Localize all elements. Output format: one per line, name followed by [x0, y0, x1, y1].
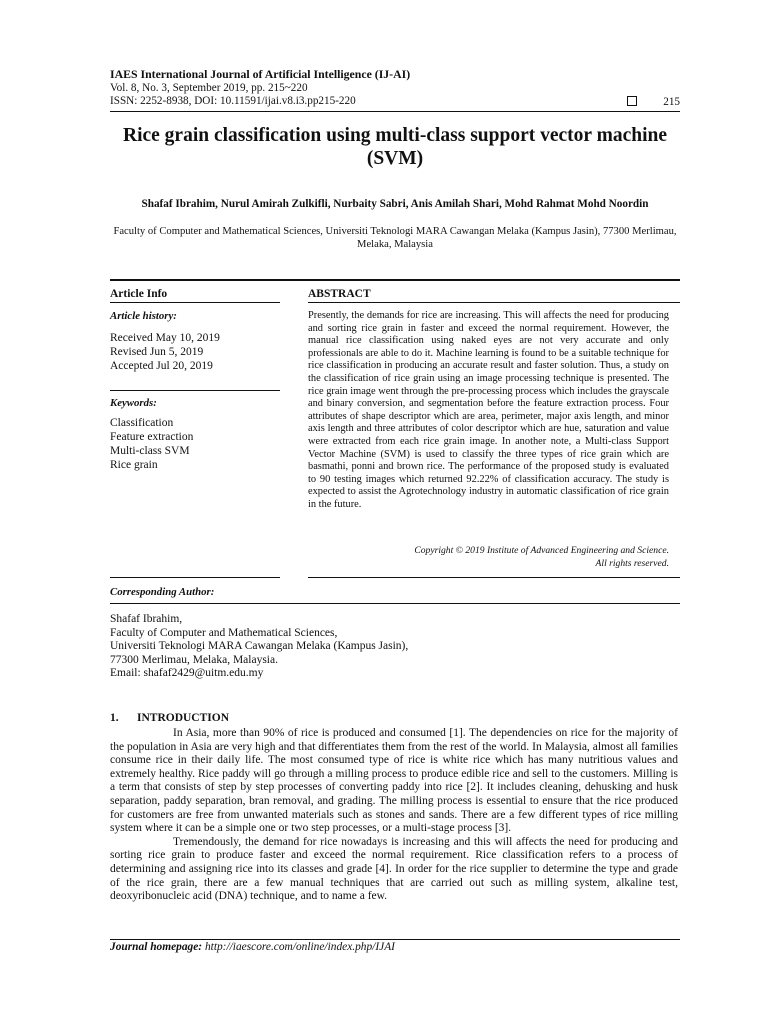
header-rule — [110, 111, 680, 112]
paragraph: In Asia, more than 90% of rice is produced and consumed [1]. The dependencies on rice for the majority of the population in Asia are very high and that differentiates them from the rest of the world. In Malaysia, almost all families consume rice in their daily life. The most consumed type of rice is white rice which has many nutritious values and extremely healthy. Rice paddy will go through a milling process to produce edible rice and sell to the customers. Milling is a term that consists of step by step processes of converting paddy into rice [2]. It includes cleaning, dehusking and husk separation, paddy separation, bran removal, and grading. The milling process is essential to ensure that the rice produced for customers are free from unwanted materials such as stones and sands. There are a few different types of rice milling system where it can be a simple one or two step processes, or a multi-stage process [3]. — [110, 727, 678, 835]
corresponding-email: Email: shafaf2429@uitm.edu.my — [110, 667, 264, 680]
abstract-heading: ABSTRACT — [308, 288, 371, 300]
abstract-rule — [308, 302, 680, 303]
keywords-rule — [110, 390, 280, 391]
paragraph: Tremendously, the demand for rice nowadays is increasing and this will affects the need for producing and sorting rice grain to produce faster and exceed the normal requirement. Rice classification refers to a process of determining and assigning rice into its classes and grade [4]. In order for the rice supplier to determine the type and grade of the rice grain, there are a few manual techniques that are carried out such as milling system, alkaline test, deoxyribonucleic acid (DNA) technique, and to name a few. — [110, 835, 678, 903]
article-info-heading: Article Info — [110, 288, 168, 300]
author-list: Shafaf Ibrahim, Nurul Amirah Zulkifli, Nurbaity Sabri, Anis Amilah Shari, Mohd Rahmat Mohd Noordin — [141, 198, 649, 210]
paper-title: Rice grain classification using multi-class support vector machine (SVM) — [123, 125, 667, 169]
author-affiliation: Faculty of Computer and Mathematical Sciences, Universiti Teknologi MARA Cawangan Melaka (Kampus Jasin), 77300 Merlimau, Melaka, Malaysia — [113, 226, 677, 250]
corresponding-faculty: Faculty of Computer and Mathematical Sciences, — [110, 626, 338, 639]
copyright-notice — [308, 545, 669, 570]
corresponding-author-details — [110, 613, 510, 681]
page-number: 215 — [663, 96, 680, 108]
article-history-label: Article history: — [110, 310, 177, 322]
journal-title: IAES International Journal of Artificial Intelligence (IJ-AI) — [110, 67, 411, 81]
journal-volume: Vol. 8, No. 3, September 2019, pp. 215~220 — [110, 81, 308, 94]
accepted-date: Accepted Jul 20, 2019 — [110, 360, 213, 372]
info-box-top-rule — [110, 279, 680, 281]
footer-rule — [110, 939, 680, 940]
journal-header — [110, 68, 680, 109]
article-history — [110, 331, 220, 373]
keyword-item: Classification — [110, 417, 174, 429]
homepage-label: Journal homepage — [110, 941, 199, 953]
keywords-label: Keywords: — [110, 397, 157, 409]
corresponding-university: Universiti Teknologi MARA Cawangan Melaka (Kampus Jasin), — [110, 640, 409, 653]
square-icon — [627, 96, 637, 106]
journal-issn: ISSN: 2252-8938, DOI: 10.11591/ijai.v8.i3.pp215-220 — [110, 95, 356, 108]
homepage-link[interactable]: http://iaescore.com/online/index.php/IJAI — [204, 941, 395, 953]
received-date: Received May 10, 2019 — [110, 332, 220, 344]
section-title: INTRODUCTION — [137, 712, 230, 724]
info-bottom-rule — [110, 577, 280, 578]
corresponding-address: 77300 Merlimau, Melaka, Malaysia. — [110, 653, 278, 666]
revised-date: Revised Jun 5, 2019 — [110, 346, 204, 358]
article-info-rule — [110, 302, 280, 303]
abstract-bottom-rule — [308, 577, 680, 578]
abstract-text: Presently, the demands for rice are increasing. This will affects the need for producing and sorting rice grain in faster and exceed the normal requirement. However, the manual rice classification using naked eyes are not very accurate and only professionals are able to do it. Machine learning is found to be a suitable technique for rice classification in producing an accurate result and faster solution. Thus, a study on the classification of rice grain using an image processing technique is presented. The rice grain image went through the pre-processing process which includes the grayscale and binary conversion, and segmentation before the feature extraction process. Four attributes of shape descriptor which are area, perimeter, major axis length, and minor axis length and three attributes of color descriptor which are hue, saturation and value were extracted from each rice grain image. In another note, a Multi-class Support Vector Machine (SVM) is used to classify the three types of rice grain which are basmathi, ponni and brown rice. The performance of the proposed study is evaluated to 90 testing images which returned 92.22% of classification accuracy. The study is expected to assist the Agrotechnology industry in automatic classification of rice grain in the future. — [308, 310, 669, 510]
rights-line: All rights reserved. — [595, 557, 669, 569]
section-number: 1. — [110, 712, 119, 724]
introduction-body — [110, 727, 678, 904]
introduction-heading — [110, 712, 229, 724]
copyright-line: Copyright © 2019 Institute of Advanced Engineering and Science. — [414, 545, 669, 556]
keyword-item: Feature extraction — [110, 431, 194, 443]
corresponding-name: Shafaf Ibrahim, — [110, 613, 183, 625]
keyword-item: Rice grain — [110, 459, 158, 471]
page-number-box — [620, 96, 680, 110]
keyword-list — [110, 416, 193, 472]
keyword-item: Multi-class SVM — [110, 445, 190, 457]
journal-footer: Journal homepage: http://iaescore.com/online/index.php/IJAI — [110, 941, 395, 953]
corresponding-rule — [110, 603, 680, 604]
corresponding-author-label: Corresponding Author: — [110, 586, 215, 598]
